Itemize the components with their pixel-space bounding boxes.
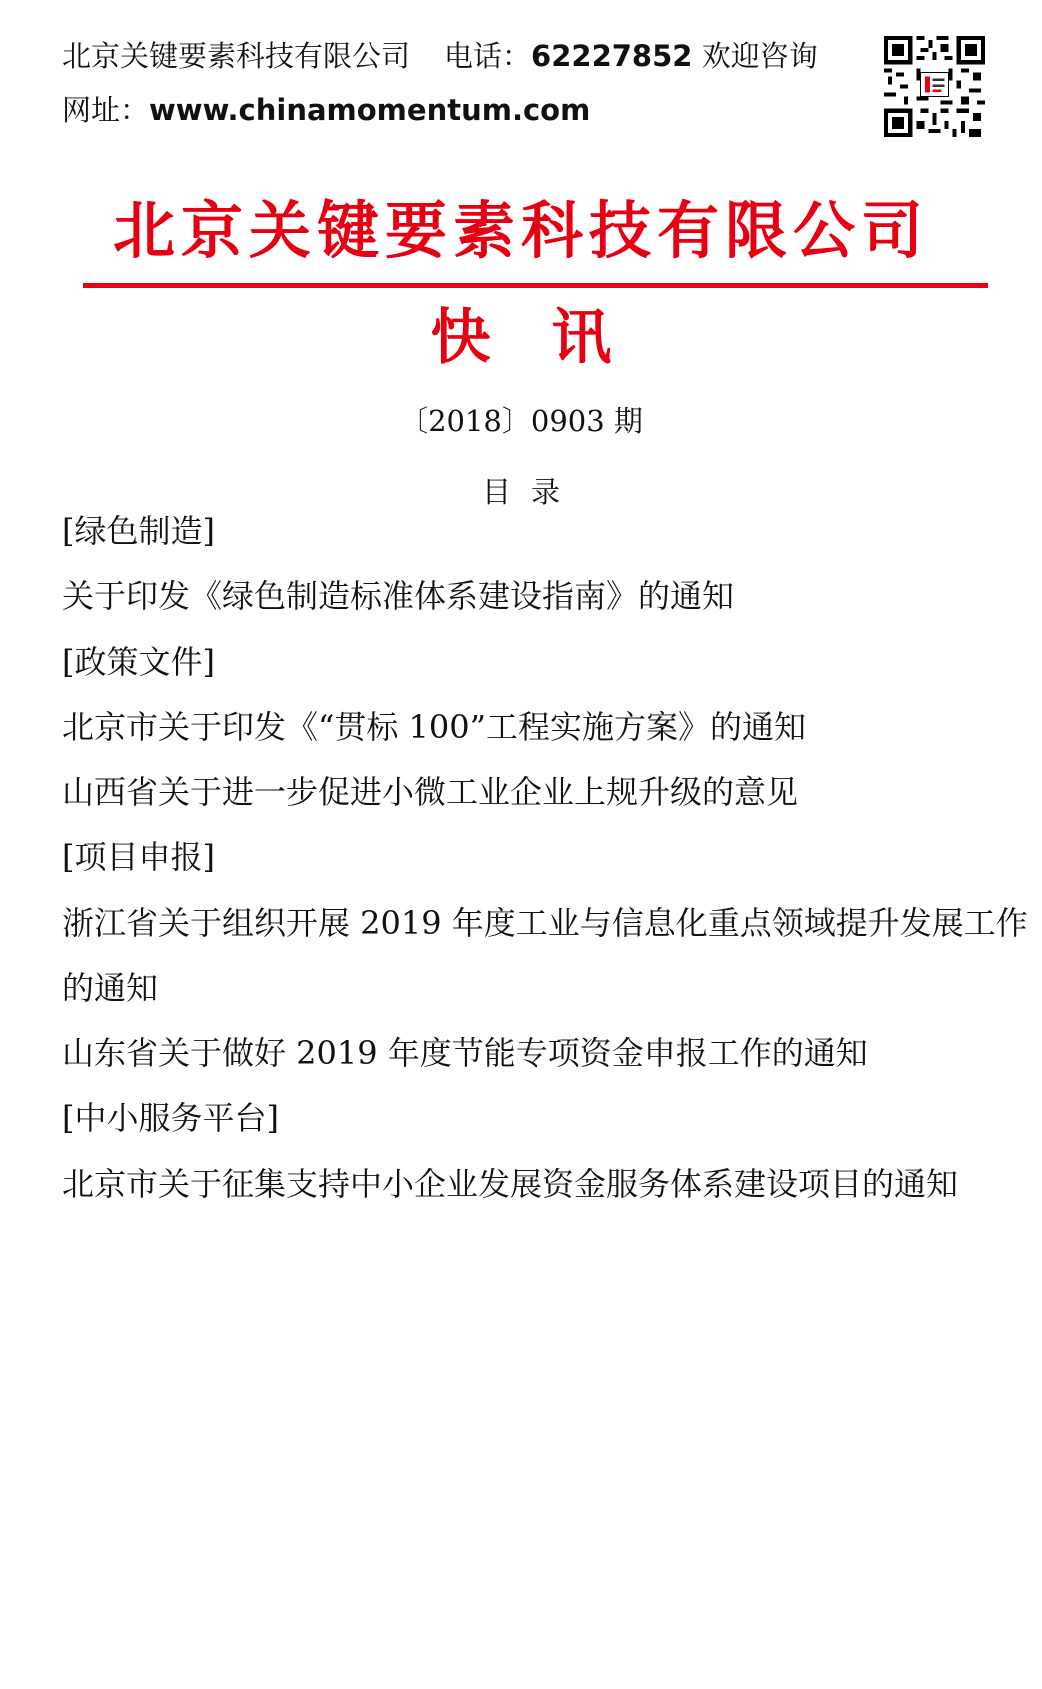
toc-item[interactable]: 山西省关于进一步促进小微工业企业上规升级的意见 bbox=[62, 773, 799, 811]
header-phone-label: 电话： bbox=[444, 39, 532, 73]
company-title: 北京关键要素科技有限公司 bbox=[112, 194, 929, 267]
header-site-line bbox=[62, 93, 591, 127]
toc-section-header: [项目申报] bbox=[62, 838, 215, 876]
toc-item[interactable]: 北京市关于征集支持中小企业发展资金服务体系建设项目的通知 bbox=[62, 1165, 959, 1203]
toc-item[interactable]: 山东省关于做好 2019 年度节能专项资金申报工作的通知 bbox=[62, 1034, 868, 1072]
header-site-label: 网址： bbox=[62, 93, 150, 127]
toc-section-header: [中小服务平台] bbox=[62, 1099, 279, 1137]
red-divider bbox=[83, 283, 988, 288]
toc-section-header: [政策文件] bbox=[62, 643, 215, 681]
toc-title: 目录 bbox=[481, 475, 580, 509]
header-phone-suffix: 欢迎咨询 bbox=[701, 39, 818, 73]
toc-item-continuation[interactable]: 的通知 bbox=[62, 969, 159, 1007]
toc-item[interactable]: 关于印发《绿色制造标准体系建设指南》的通知 bbox=[62, 577, 735, 615]
header-phone: 62227852 bbox=[531, 39, 693, 73]
toc-item[interactable]: 北京市关于印发《“贯标 100”工程实施方案》的通知 bbox=[62, 708, 806, 746]
header-site-link[interactable]: www.chinamomentum.com bbox=[149, 93, 591, 127]
qr-code-icon bbox=[884, 36, 985, 137]
issue-number: 〔2018〕0903 期 bbox=[399, 404, 643, 438]
header-contact-line bbox=[62, 39, 818, 73]
header-company: 北京关键要素科技有限公司 bbox=[62, 39, 411, 73]
toc-item[interactable]: 浙江省关于组织开展 2019 年度工业与信息化重点领域提升发展工作 bbox=[62, 904, 1028, 942]
bulletin-title: 快 讯 bbox=[430, 303, 612, 373]
toc-section-header: [绿色制造] bbox=[62, 512, 215, 550]
